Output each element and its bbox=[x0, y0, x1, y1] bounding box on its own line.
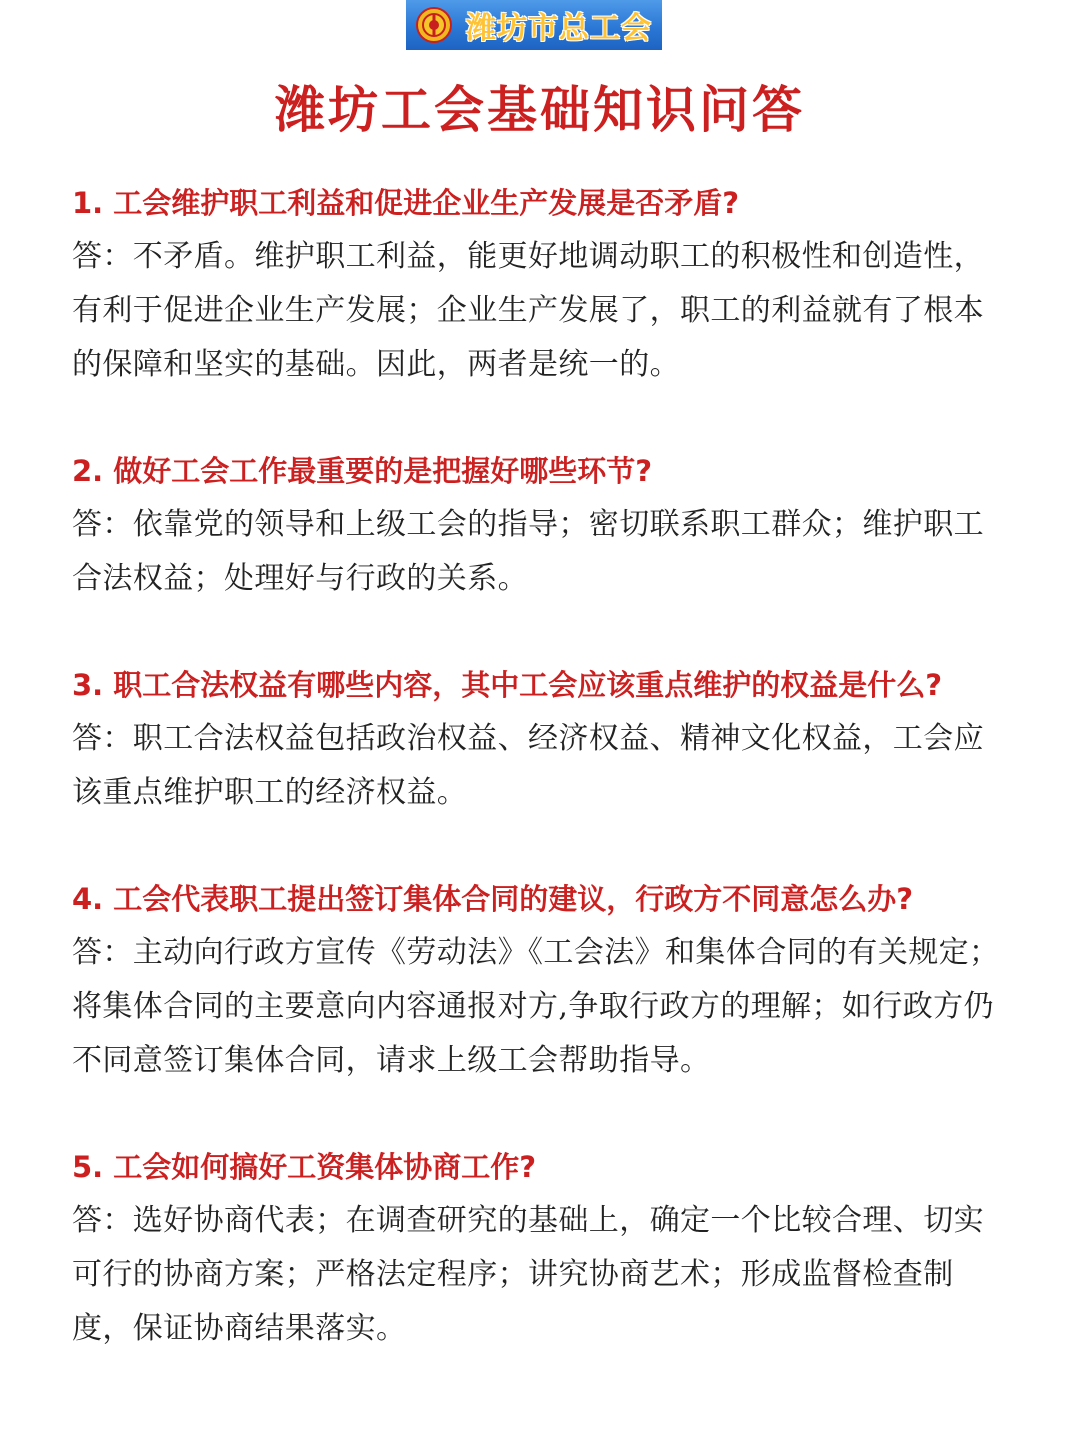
union-emblem-icon bbox=[416, 7, 452, 43]
header-banner bbox=[406, 0, 662, 50]
qa-item-2 bbox=[72, 444, 1012, 606]
qa-item-3 bbox=[72, 658, 1012, 820]
question-1: 1. 工会维护职工利益和促进企业生产发展是否矛盾? bbox=[72, 186, 740, 220]
question-4: 4. 工会代表职工提出签订集体合同的建议，行政方不同意怎么办? bbox=[72, 882, 914, 916]
qa-item-5 bbox=[72, 1140, 1012, 1356]
answer-1: 答：不矛盾。维护职工利益，能更好地调动职工的积极性和创造性，有利于促进企业生产发展；企业生产发展了，职工的利益就有了根本的保障和坚实的基础。因此，两者是统一的。 bbox=[72, 239, 984, 382]
answer-3: 答：职工合法权益包括政治权益、经济权益、精神文化权益，工会应该重点维护职工的经济权益。 bbox=[72, 721, 984, 810]
question-2: 2. 做好工会工作最重要的是把握好哪些环节? bbox=[72, 454, 653, 488]
answer-5: 答：选好协商代表；在调查研究的基础上，确定一个比较合理、切实可行的协商方案；严格法定程序；讲究协商艺术；形成监督检查制度，保证协商结果落实。 bbox=[72, 1203, 984, 1346]
qa-list bbox=[72, 176, 1012, 1408]
answer-2: 答：依靠党的领导和上级工会的指导；密切联系职工群众；维护职工合法权益；处理好与行政的关系。 bbox=[72, 507, 984, 596]
banner-organization-name: 潍坊市总工会 bbox=[466, 11, 652, 46]
question-3: 3. 职工合法权益有哪些内容，其中工会应该重点维护的权益是什么? bbox=[72, 668, 943, 702]
qa-item-1 bbox=[72, 176, 1012, 392]
page-title: 潍坊工会基础知识问答 bbox=[275, 81, 805, 139]
qa-item-4 bbox=[72, 872, 1012, 1088]
question-5: 5. 工会如何搞好工资集体协商工作? bbox=[72, 1150, 537, 1184]
answer-4: 答：主动向行政方宣传《劳动法》《工会法》和集体合同的有关规定；将集体合同的主要意向内容通报对方,争取行政方的理解；如行政方仍不同意签订集体合同，请求上级工会帮助指导。 bbox=[72, 935, 1000, 1078]
